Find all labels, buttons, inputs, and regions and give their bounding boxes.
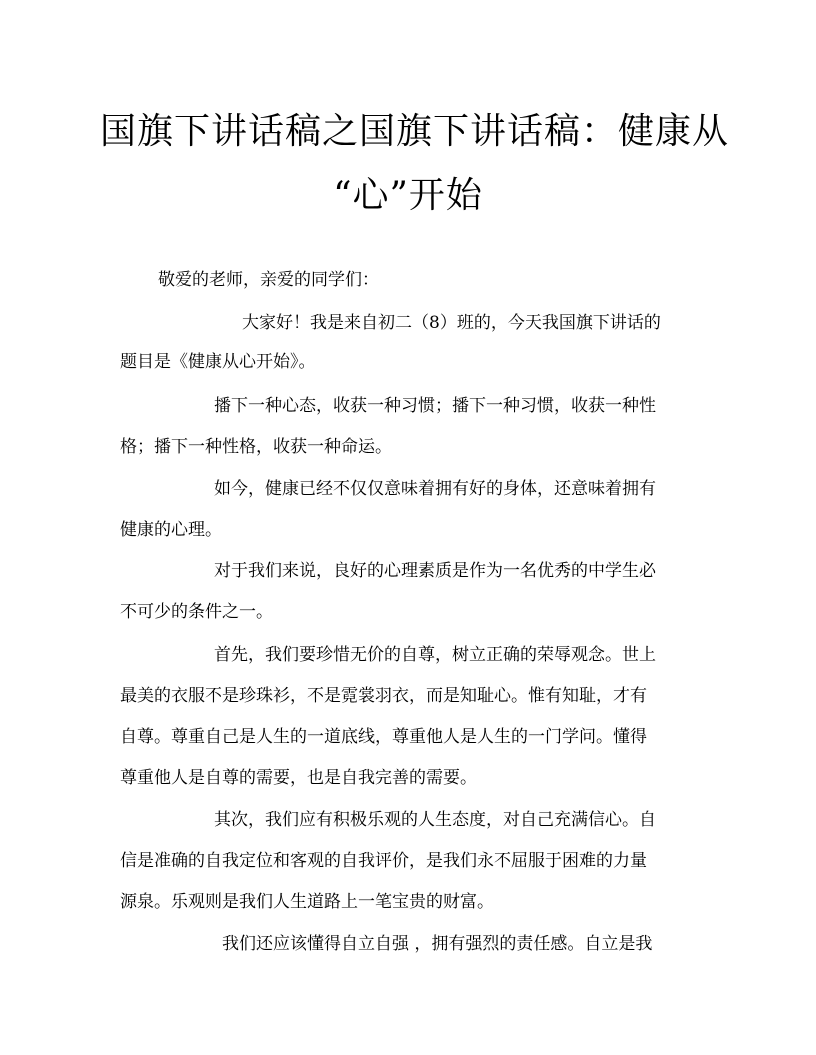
paragraph-line: 格；播下一种性格，收获一种命运。 bbox=[120, 437, 392, 457]
paragraph-line: 对于我们来说，良好的心理素质是作为一名优秀的中学生必 bbox=[214, 561, 656, 581]
page-title-line-1: 国旗下讲话稿之国旗下讲话稿：健康从 bbox=[100, 111, 730, 152]
paragraph-line: 我们还应该懂得自立自强 ，拥有强烈的责任感。自立是我 bbox=[222, 934, 653, 954]
paragraph-line: 最美的衣服不是珍珠衫，不是霓裳羽衣，而是知耻心。惟有知耻，才有 bbox=[120, 686, 647, 706]
paragraph-line: 题目是《健康从心开始》。 bbox=[120, 352, 316, 372]
paragraph-line: 如今，健康已经不仅仅意味着拥有好的身体，还意味着拥有 bbox=[214, 479, 656, 499]
paragraph-line: 播下一种心态，收获一种习惯；播下一种习惯，收获一种性 bbox=[214, 396, 656, 416]
paragraph-line: 健康的心理。 bbox=[120, 520, 222, 540]
paragraph-line: 首先，我们要珍惜无价的自尊，树立正确的荣辱观念。世上 bbox=[214, 645, 656, 665]
paragraph-line: 源泉。乐观则是我们人生道路上一笔宝贵的财富。 bbox=[120, 892, 494, 912]
page-title-line-2: “心”开始 bbox=[333, 175, 483, 216]
paragraph-line: 自尊。尊重自己是人生的一道底线，尊重他人是人生的一门学问。懂得 bbox=[120, 727, 647, 747]
salutation: 敬爱的老师，亲爱的同学们： bbox=[158, 270, 379, 290]
paragraph-line: 尊重他人是自尊的需要，也是自我完善的需要。 bbox=[120, 768, 477, 788]
paragraph-line: 其次，我们应有积极乐观的人生态度，对自己充满信心。自 bbox=[214, 810, 656, 830]
paragraph-line: 不可少的条件之一。 bbox=[120, 602, 273, 622]
paragraph-line: 大家好！我是来自初二（8）班的，今天我国旗下讲话的 bbox=[242, 313, 661, 333]
paragraph-line: 信是准确的自我定位和客观的自我评价，是我们永不屈服于困难的力量 bbox=[120, 851, 647, 871]
